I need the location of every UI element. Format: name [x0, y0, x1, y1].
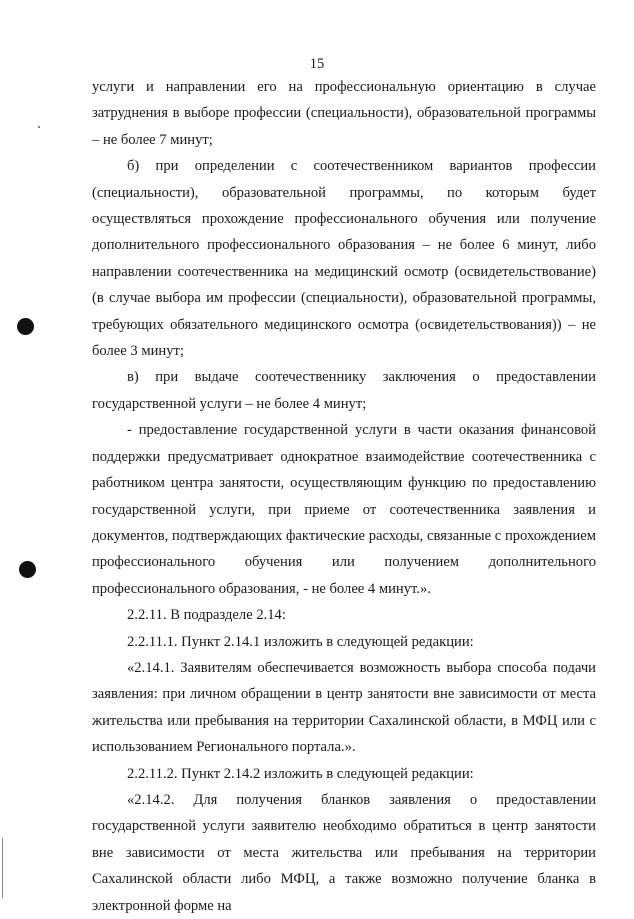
paragraph-item-b: б) при определении с соотечественником вариантов профессии (специальности), образовательной программы, по которым будет осуществляться прохождение профессионального обучения или получение дополнительного профессионального образования – не более 6 минут, либо направлении соотечественника на медицинский осмотр (освидетельствование) (в случае выбора им профессии (специальности), образовательной программы, требующих обязательного медицинского осмотра (освидетельствования)) – не более 3 минут;: [92, 158, 596, 360]
paragraph-section-2-2-11-2: 2.2.11.2. Пункт 2.14.2 изложить в следующей редакции:: [127, 765, 474, 782]
paragraph-section-2-2-11-1: 2.2.11.1. Пункт 2.14.1 изложить в следующей редакции:: [127, 633, 474, 650]
scan-speck: [38, 126, 40, 128]
paragraph-financial-support: - предоставление государственной услуги в части оказания финансовой поддержки предусматривает однократное взаимодействие соотечественника с работником центра занятости, осуществляющим функцию по предоставлению государственной услуги, при приеме от соотечественника заявления и документов, подтверждающих фактические расходы, связанные с прохождением профессионального обучения или получением дополнительного профессионального образования, - не более 4 минут.».: [92, 422, 596, 597]
paragraph-item-v: в) при выдаче соотечественнику заключения о предоставлении государственной услуги – не более 4 минут;: [92, 369, 596, 412]
paragraph-clause-2-14-1: «2.14.1. Заявителям обеспечивается возможность выбора способа подачи заявления: при личном обращении в центр занятости вне зависимости от места жительства или пребывания на территории Сахалинской области, в МФЦ или с использованием Регионального портала.».: [92, 659, 596, 756]
page-number: 15: [309, 56, 325, 72]
paragraph-continuation: услуги и направлении его на профессиональную ориентацию в случае затруднения в выборе профессии (специальности), образовательной программы – не более 7 минут;: [92, 79, 596, 148]
scan-edge-mark: [2, 838, 3, 898]
document-body: [92, 74, 596, 919]
punch-hole-top: [17, 318, 34, 335]
paragraph-section-2-2-11: 2.2.11. В подразделе 2.14:: [127, 607, 286, 624]
punch-hole-bottom: [19, 561, 36, 578]
paragraph-clause-2-14-2: «2.14.2. Для получения бланков заявления о предоставлении государственной услуги заявителю необходимо обратиться в центр занятости вне зависимости от места жительства или пребывания на территории Сахалинской области либо МФЦ, а также возможно получение бланка в электронной форме на: [92, 791, 596, 914]
